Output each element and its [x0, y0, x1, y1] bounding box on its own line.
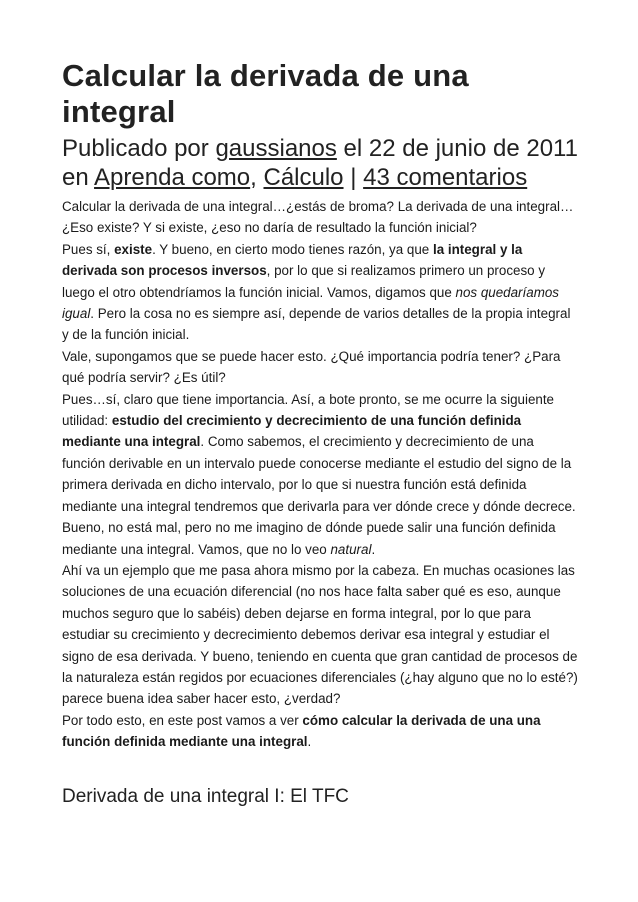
paragraph-text: Por todo esto, en este post vamos a ver — [62, 712, 303, 728]
meta-date: el 22 de junio de 2011 en — [62, 135, 578, 191]
paragraph-text: Pues…sí, claro que tiene importancia. Así, a bote pronto, se me ocurre la siguiente utilidad: — [62, 391, 555, 429]
paragraph-text: Pues sí, — [62, 241, 115, 257]
paragraph — [62, 196, 578, 239]
category-link-aprenda-como[interactable]: Aprenda como — [94, 164, 251, 191]
section-heading: Derivada de una integral I: El TFC — [62, 785, 349, 807]
paragraph-text: . — [307, 734, 312, 750]
paragraph-text: , por lo que si realizamos primero un proceso y luego el otro obtendríamos la función inicial. Vamos, digamos que — [62, 263, 546, 300]
article-title: Calcular la derivada de una integral — [62, 58, 469, 129]
bold-text: cómo calcular la derivada de una una función definida mediante una integral — [62, 712, 541, 750]
italic-text: natural — [330, 541, 372, 557]
paragraph-text: Calcular la derivada de una integral…¿estás de broma? La derivada de una integral…¿Eso existe? Y si existe, ¿eso no daría de resultado la función inicial? — [62, 199, 574, 236]
paragraph-text: Ahí va un ejemplo que me pasa ahora mismo por la cabeza. En muchas ocasiones las soluciones de una ecuación diferencial (no nos hace falta saber qué es eso, aunque muchos seguro que lo sabéis) deben dejarse en forma integral, por lo que para estudiar su crecimiento y decrecimiento debemos derivar esa integral y estudiar el signo de esa derivada. Y bueno, teniendo en cuenta que gran cantidad de procesos de la naturaleza están regidos por ecuaciones diferenciales (¿hay alguno que no lo esté?) parece buena idea saber hacer esto, ¿verdad? — [62, 562, 578, 707]
meta-separator: , — [250, 164, 264, 191]
author-link[interactable]: gaussianos — [215, 135, 337, 162]
bold-text: existe — [114, 241, 153, 257]
paragraph — [62, 710, 578, 753]
paragraph — [62, 346, 578, 389]
paragraph-text: . Y bueno, en cierto modo tienes razón, ya que — [152, 241, 433, 257]
paragraph-text: . Pero la cosa no es siempre así, depende de varios detalles de la propia integral y de la función inicial. — [62, 306, 571, 343]
meta-prefix: Publicado por — [62, 135, 216, 162]
italic-text: nos quedaríamos igual — [62, 284, 559, 322]
paragraph-text: Vale, supongamos que se puede hacer esto. ¿Qué importancia podría tener? ¿Para qué podría servir? ¿Es útil? — [62, 348, 561, 386]
bold-text: la integral y la derivada son procesos inversos — [62, 241, 523, 279]
bold-text: estudio del crecimiento y decrecimiento de una función definida mediante una integral — [62, 413, 522, 450]
post-meta — [62, 134, 578, 192]
paragraph — [62, 239, 578, 346]
article-body — [62, 196, 578, 753]
paragraph — [62, 517, 578, 560]
category-link-calculo[interactable]: Cálculo — [263, 164, 344, 191]
paragraph-text: . Como sabemos, el crecimiento y decrecimiento de una función derivable en un intervalo puede conocerse mediante el estudio del signo de la primera derivada en dicho intervalo, por lo que si nuestra función está definida mediante una integral tendremos que derivarla para ver dónde crece y dónde decrece. — [62, 434, 576, 514]
paragraph — [62, 389, 578, 517]
paragraph-text: . — [371, 541, 376, 557]
paragraph-text: Bueno, no está mal, pero no me imagino de dónde puede salir una función definida mediante una integral. Vamos, que no lo veo — [62, 520, 556, 557]
paragraph — [62, 560, 578, 710]
comments-link[interactable]: 43 comentarios — [363, 164, 528, 191]
meta-separator: | — [343, 164, 364, 191]
